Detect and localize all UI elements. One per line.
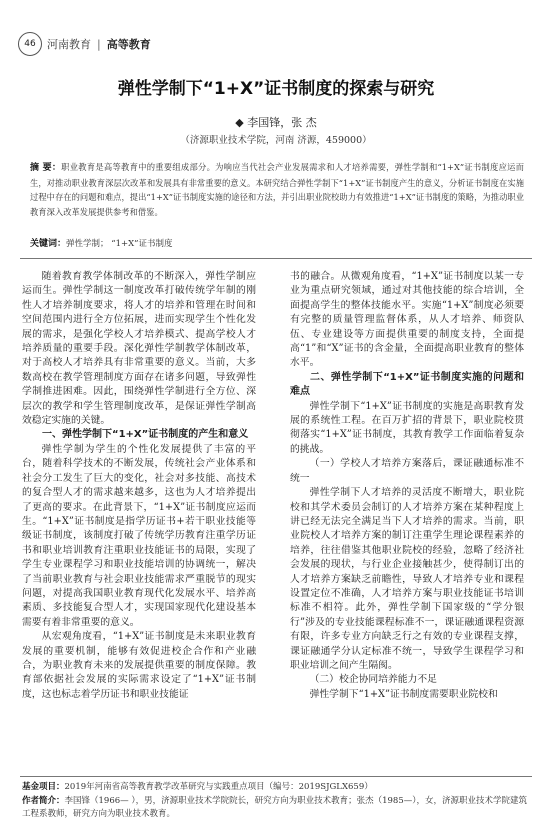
section-heading: 二、弹性学制下“1+X”证书制度实施的问题和难点 xyxy=(290,371,524,398)
author-bio-text: 李国锋（1966— ），男，济源职业技术学院院长，研究方向为职业技术教育；张杰（1985—），女，济源职业技术学院建筑工程系教师，研究方向为职业技术教育。 xyxy=(22,795,527,820)
article-authors: ◆ 李国锋，张 杰 xyxy=(235,116,317,129)
body-paragraph: 弹性学制下“1+X”证书制度的实施是高职教育发展的系统性工程。在百万扩招的背景下，职业院校贯彻落实“1+X”证书制度，其教育教学工作面临着复杂的挑战。 xyxy=(290,400,524,455)
fund-text: 2019年河南省高等教育教学改革研究与实践重点项目（编号：2019SJGLX659） xyxy=(64,782,373,792)
subsection-heading: （二）校企协同培养能力不足 xyxy=(309,674,437,686)
journal-name: 河南教育 xyxy=(47,38,91,51)
subsection-heading: （一）学校人才培养方案落后，课证融通标准不统一 xyxy=(290,458,524,484)
article-footnotes xyxy=(22,781,532,822)
fund-note xyxy=(22,781,532,795)
footer-divider xyxy=(20,776,532,777)
body-column-left xyxy=(22,270,256,702)
body-paragraph: 从宏观角度看，“1+X”证书制度是未来职业教育发展的重要机制，能够有效促进校企合作和产业融合，为职业教育未来的发展提供重要的制度保障。教育部依据社会发展的实际需求设定了“1+X”证书制度，这也标志着学历证书和职业技能证 xyxy=(22,631,256,700)
keywords-label: 关键词： xyxy=(30,239,67,249)
page-number-badge: 46 xyxy=(18,32,42,56)
body-paragraph: 弹性学制为学生的个性化发展提供了丰富的平台，随着科学技术的不断发展，传统社会产业体系和社会分工发生了巨大的变化，社会对多技能、高技术的复合型人才的需求越来越多，这也为人才培养提出了更高的要求。在此背景下，“1+X”证书制度应运而生。“1+X”证书制度是指学历证书+若干职业技能等级证书制度，该制度打破了传统学历教育注重学历证书和职业培训教育注重职业技能证书的局限，实现了学生专业课程学习和职业技能培训的协调统一，解决了当前职业教育与社会职业技能需求严重脱节的现实问题，对提高我国职业教育现代化发展水平、培养高素质、多技能复合型人才，实现国家现代化建设基本需要有着非常重要的意义。 xyxy=(22,443,256,628)
body-paragraph: 弹性学制下人才培养的灵活度不断增大，职业院校和其学术委员会制订的人才培养方案在某种程度上讲已经无法完全满足当下人才培养的需求。当前，职业院校人才培养方案的制订注重学生理论课程素养的培养，往往借鉴其他职业院校的经验，忽略了经济社会发展的现状，与行业企业接触甚少，使得制订出的人才培养方案缺乏前瞻性，导致人才培养专业和课程设置定位不准确，人才培养方案与职业技能证书培训标准不相符。此外，弹性学制下国家级的“学分银行”涉及的专业技能课程标准不一，课证融通课程资源有限，许多专业方向缺乏行之有效的专业课程支撑，课证融通学分认定标准不统一，导致学生课程学习和职业培训之间产生隔阂。 xyxy=(290,487,524,671)
abstract-divider xyxy=(20,258,532,259)
author-bio-label: 作者简介： xyxy=(22,795,65,806)
fund-label: 基金项目： xyxy=(22,782,65,792)
abstract-label: 摘 要： xyxy=(30,163,62,173)
author-note xyxy=(22,795,532,822)
section-heading: 一、弹性学制下“1+X”证书制度的产生和意义 xyxy=(42,429,249,441)
article-title: 弹性学制下“1+X”证书制度的探索与研究 xyxy=(117,79,435,99)
body-paragraph: 弹性学制下“1+X”证书制度需要职业院校和 xyxy=(309,688,498,700)
keywords xyxy=(30,236,524,249)
page-header xyxy=(18,34,151,54)
abstract-text: 职业教育是高等教育中的重要组成部分。为响应当代社会产业发展需求和人才培养需要，弹性学制和“1+X”证书制度应运而生，对推动职业教育深层次改革和发展具有非常重要的意义。本研究结合弹性学制下“1+X”证书制度产生的意义，分析证书制度在实施过程中存在的问题和难点，提出“1+X”证书制度实施的途径和方法，并引出职业院校助力有效推进“1+X”证书制度的策略，为推动职业教育深入改革发展提供参考和借鉴。 xyxy=(30,162,524,217)
keywords-text: 弹性学制； “1+X”证书制度 xyxy=(66,239,173,249)
body-column-right xyxy=(290,270,524,702)
header-separator: | xyxy=(97,37,101,51)
body-paragraph: 随着教育教学体制改革的不断深入，弹性学制应运而生。弹性学制这一制度改革打破传统学年制的刚性人才培养制度要求，将人才的培养和管理在时间和空间范围内进行全方位拓展，进而实现学生个性化发展的需求，是强化学校人才培养模式、提高学校人才培养质量的重要手段。深化弹性学制教学体制改革，对于高校人才培养具有非常重要的意义。当前，大多数高校在教学管理制度方面存在诸多问题，导致弹性学制推进困难。因此，围绕弹性学制进行全方位、深层次的教学和学生管理制度改革，是保证弹性学制高效稳定实施的关键。 xyxy=(22,271,256,427)
section-name: 高等教育 xyxy=(106,38,151,51)
abstract xyxy=(30,160,524,219)
body-paragraph: 书的融合。从微观角度看，“1+X”证书制度以某一专业为重点研究领域，通过对其他技能的综合培训，全面提高学生的整体技能水平。实施“1+X”制度必须要有完整的质量管理监督体系，从人才培养、师资队伍、专业建设等方面提供重要的制度支持，全面提高“1”和“X”证书的含金量，全面提高职业教育的整体水平。 xyxy=(290,271,524,369)
author-affiliation: （济源职业技术学院，河南 济源，459000） xyxy=(180,135,372,146)
